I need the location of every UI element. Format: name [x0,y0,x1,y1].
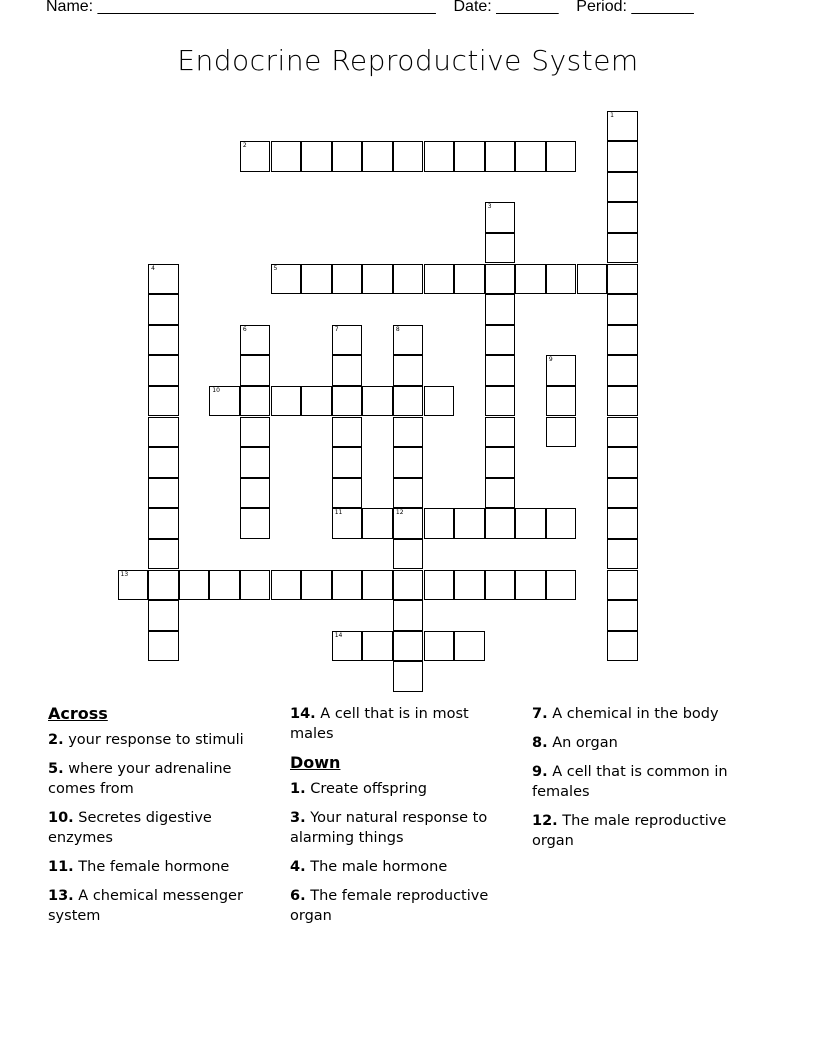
grid-cell[interactable] [546,570,577,601]
clue-number: 2 [242,142,247,150]
grid-cell[interactable] [485,355,516,386]
clue-down-4: 4. The male hormone [290,859,448,875]
grid-cell[interactable] [485,264,516,295]
down-heading: Down [290,753,341,772]
grid-cell[interactable] [393,508,424,539]
clue-across-2: 2. your response to stimuli [48,732,244,748]
grid-cell[interactable] [393,570,424,601]
grid-cell[interactable] [362,386,393,417]
grid-cell[interactable] [607,570,638,601]
grid-cell[interactable] [454,508,485,539]
grid-cell[interactable] [362,141,393,172]
grid-cell[interactable] [393,386,424,417]
grid-cell[interactable] [332,417,363,448]
grid-cell[interactable] [118,570,149,601]
grid-cell[interactable] [332,631,363,662]
across-heading: Across [48,704,108,723]
grid-cell[interactable] [485,233,516,264]
grid-cell[interactable] [454,141,485,172]
grid-cell[interactable] [271,386,302,417]
clue-across-5: 5. where your adrenaline comes from [48,761,232,797]
clue-number: 14 [334,631,343,639]
grid-cell[interactable] [332,141,363,172]
grid-cell[interactable] [485,141,516,172]
grid-cell[interactable] [607,355,638,386]
clue-number: 4 [151,264,155,272]
grid-cell[interactable] [148,417,179,448]
grid-cell[interactable] [393,478,424,509]
grid-cell[interactable] [607,111,638,142]
grid-cell[interactable] [271,264,302,295]
grid-cell[interactable] [362,508,393,539]
grid-cell[interactable] [240,447,271,478]
grid-cell[interactable] [515,264,546,295]
grid-cell[interactable] [577,264,608,295]
clue-down-12: 12. The male reproductive organ [532,813,727,849]
clues-column-1 [48,704,273,935]
grid-cell[interactable] [271,570,302,601]
grid-cell[interactable] [240,386,271,417]
name-blank[interactable]: ______________________________________ [97,0,436,15]
grid-cell[interactable] [607,325,638,356]
grid-cell[interactable] [546,355,577,386]
grid-cell[interactable] [485,294,516,325]
grid-cell[interactable] [607,233,638,264]
grid-cell[interactable] [485,325,516,356]
grid-cell[interactable] [240,570,271,601]
grid-cell[interactable] [240,478,271,509]
grid-cell[interactable] [148,294,179,325]
clue-across-10: 10. Secretes digestive enzymes [48,810,212,846]
grid-cell[interactable] [332,447,363,478]
grid-cell[interactable] [148,478,179,509]
grid-cell[interactable] [393,141,424,172]
clue-number: 12 [395,509,404,517]
clue-number: 6 [242,325,247,333]
grid-cell[interactable] [148,447,179,478]
grid-cell[interactable] [393,447,424,478]
period-blank[interactable]: _______ [631,0,694,15]
grid-cell[interactable] [607,631,638,662]
grid-cell[interactable] [271,141,302,172]
grid-cell[interactable] [332,508,363,539]
clue-down-1: 1. Create offspring [290,781,428,797]
grid-cell[interactable] [148,264,179,295]
grid-cell[interactable] [301,141,332,172]
grid-cell[interactable] [607,417,638,448]
grid-cell[interactable] [485,386,516,417]
grid-cell[interactable] [332,570,363,601]
clue-across-11: 11. The female hormone [48,859,230,875]
grid-cell[interactable] [301,264,332,295]
grid-cell[interactable] [209,570,240,601]
grid-cell[interactable] [424,264,455,295]
grid-cell[interactable] [393,325,424,356]
grid-cell[interactable] [515,508,546,539]
clues-column-3 [532,704,772,860]
grid-cell[interactable] [485,202,516,233]
grid-cell[interactable] [240,417,271,448]
grid-cell[interactable] [362,264,393,295]
grid-cell[interactable] [607,508,638,539]
grid-cell[interactable] [515,570,546,601]
grid-cell[interactable] [424,570,455,601]
grid-cell[interactable] [424,386,455,417]
grid-cell[interactable] [607,478,638,509]
clue-across-14: 14. A cell that is in most males [290,706,469,742]
grid-cell[interactable] [332,264,363,295]
clue-across-13: 13. A chemical messenger system [48,888,243,924]
grid-cell[interactable] [148,508,179,539]
clue-number: 1 [610,111,614,119]
grid-cell[interactable] [607,447,638,478]
grid-cell[interactable] [362,631,393,662]
grid-cell[interactable] [424,141,455,172]
period-label: Period: [576,0,627,15]
grid-cell[interactable] [148,570,179,601]
grid-cell[interactable] [148,631,179,662]
grid-cell[interactable] [240,141,271,172]
grid-cell[interactable] [546,508,577,539]
grid-cell[interactable] [148,539,179,570]
grid-cell[interactable] [485,447,516,478]
grid-cell[interactable] [607,600,638,631]
grid-cell[interactable] [240,325,271,356]
page-title: Endocrine Reproductive System [177,44,639,77]
clue-down-3: 3. Your natural response to alarming things [290,810,488,846]
grid-cell[interactable] [240,508,271,539]
date-label: Date: [453,0,492,15]
clue-number: 9 [548,356,553,364]
grid-cell[interactable] [240,355,271,386]
clue-down-8: 8. An organ [532,735,618,751]
grid-cell[interactable] [301,570,332,601]
grid-cell[interactable] [546,141,577,172]
grid-cell[interactable] [148,386,179,417]
clue-down-9: 9. A cell that is common in females [532,764,728,800]
grid-cell[interactable] [485,508,516,539]
grid-cell[interactable] [179,570,210,601]
grid-cell[interactable] [148,325,179,356]
clue-number: 7 [334,325,339,333]
grid-cell[interactable] [546,386,577,417]
grid-cell[interactable] [607,172,638,203]
grid-cell[interactable] [332,478,363,509]
grid-cell[interactable] [424,508,455,539]
clue-number: 10 [212,386,220,394]
grid-cell[interactable] [607,141,638,172]
grid-cell[interactable] [393,600,424,631]
grid-cell[interactable] [393,631,424,662]
grid-cell[interactable] [607,386,638,417]
grid-cell[interactable] [607,264,638,295]
name-label: Name: [46,0,94,15]
grid-cell[interactable] [332,325,363,356]
grid-cell[interactable] [454,631,485,662]
grid-cell[interactable] [454,264,485,295]
grid-cell[interactable] [485,570,516,601]
grid-cell[interactable] [148,600,179,631]
grid-cell[interactable] [424,631,455,662]
clue-down-6: 6. The female reproductive organ [290,888,489,924]
clue-number: 3 [487,203,492,211]
grid-cell[interactable] [301,386,332,417]
grid-cell[interactable] [393,264,424,295]
grid-cell[interactable] [393,417,424,448]
clue-number: 8 [395,325,400,333]
date-blank[interactable]: _______ [496,0,559,15]
grid-cell[interactable] [332,386,363,417]
grid-cell[interactable] [607,294,638,325]
clue-down-7: 7. A chemical in the body [532,706,719,722]
clue-number: 5 [273,264,278,272]
grid-cell[interactable] [148,355,179,386]
grid-cell[interactable] [546,417,577,448]
grid-cell[interactable] [485,478,516,509]
grid-cell[interactable] [607,539,638,570]
grid-cell[interactable] [485,417,516,448]
clue-number: 13 [120,570,129,578]
grid-cell[interactable] [454,570,485,601]
clue-number: 11 [334,509,343,517]
grid-cell[interactable] [393,355,424,386]
grid-cell[interactable] [515,141,546,172]
grid-cell[interactable] [393,661,424,692]
grid-cell[interactable] [209,386,240,417]
grid-cell[interactable] [607,202,638,233]
clues-column-2 [290,704,510,935]
grid-cell[interactable] [362,570,393,601]
grid-cell[interactable] [546,264,577,295]
grid-cell[interactable] [332,355,363,386]
grid-cell[interactable] [393,539,424,570]
